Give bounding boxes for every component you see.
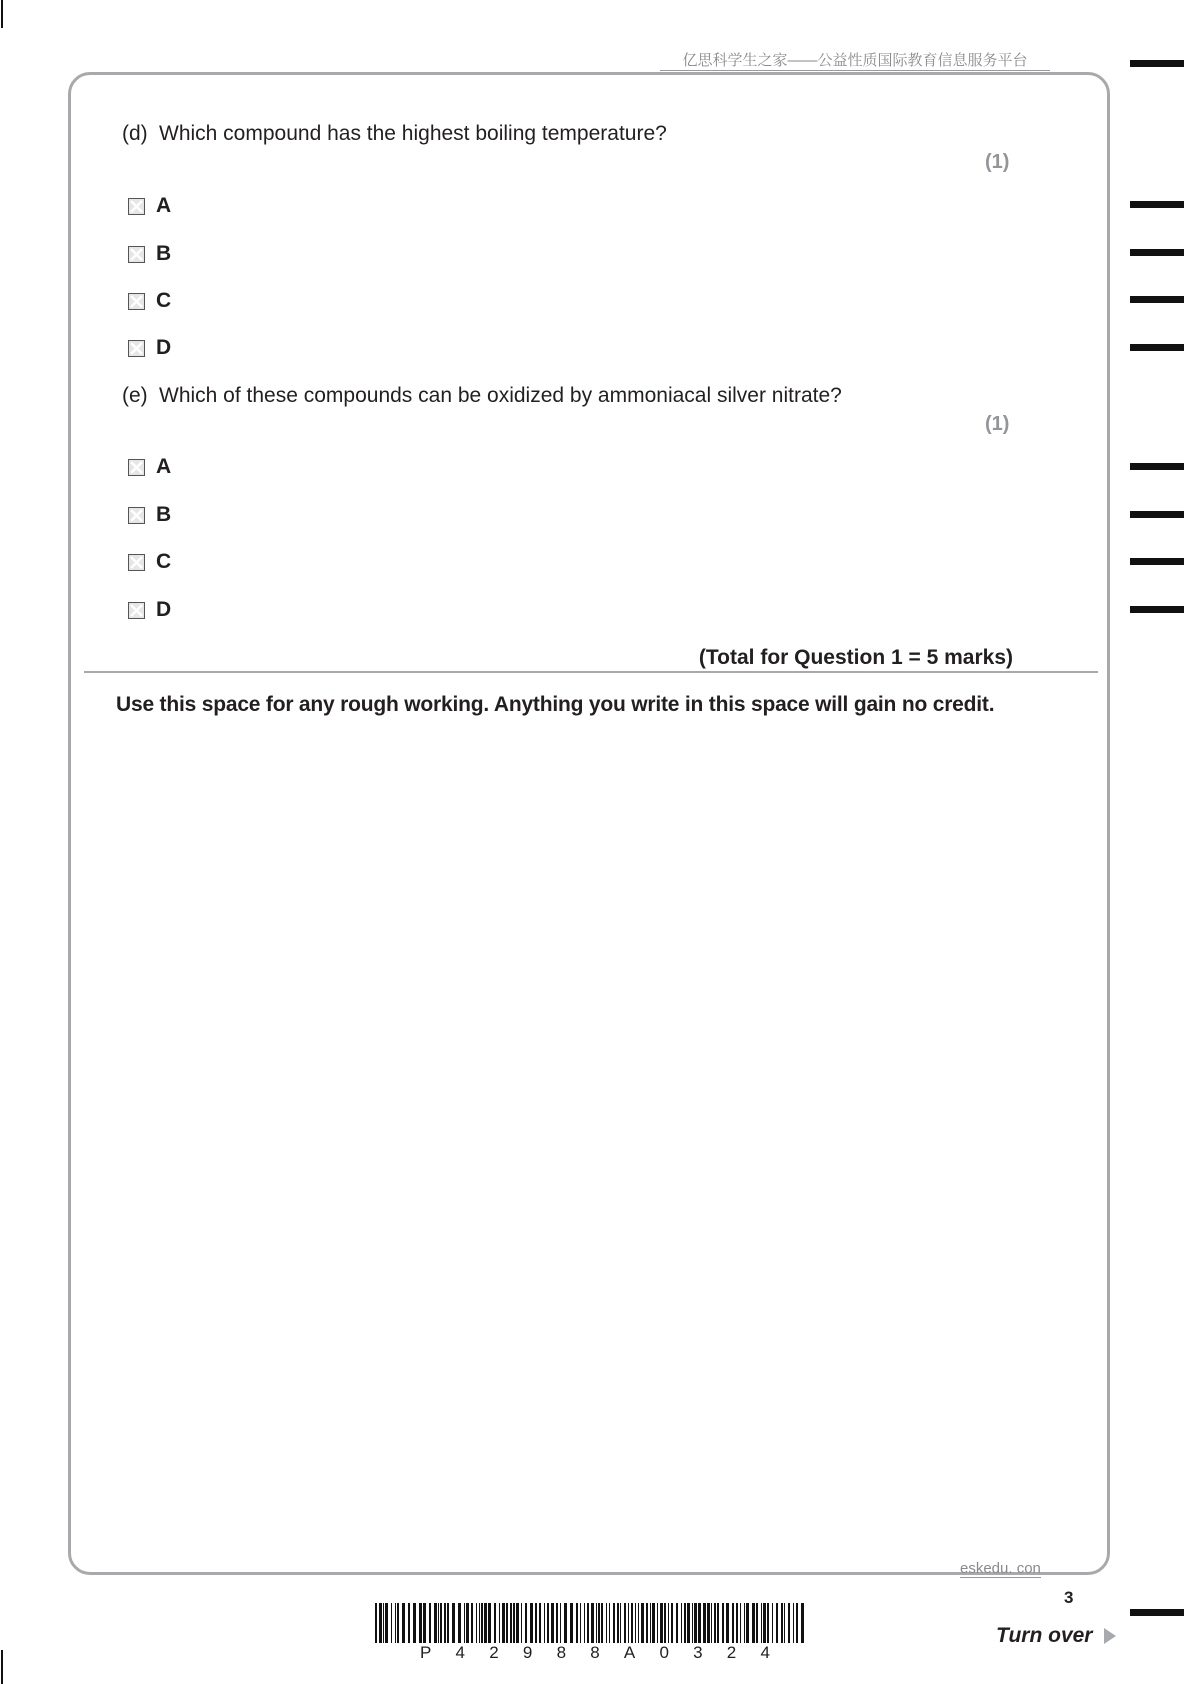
barcode-bar bbox=[596, 1603, 597, 1643]
barcode-bar bbox=[570, 1603, 573, 1643]
option-d-b[interactable] bbox=[128, 243, 171, 265]
barcode-bar bbox=[516, 1603, 519, 1643]
checkbox-icon[interactable] bbox=[128, 293, 145, 310]
barcode-bar bbox=[714, 1603, 716, 1643]
barcode-bar bbox=[793, 1603, 794, 1643]
option-label: B bbox=[156, 503, 172, 526]
margin-tick bbox=[1130, 558, 1184, 565]
barcode-bar bbox=[717, 1603, 719, 1643]
barcode-bar bbox=[671, 1603, 673, 1643]
barcode-bar bbox=[429, 1603, 431, 1643]
barcode-bar bbox=[776, 1603, 778, 1643]
barcode-bar bbox=[397, 1603, 399, 1643]
barcode-digit: A bbox=[623, 1643, 636, 1662]
option-label: B bbox=[156, 242, 172, 265]
barcode-bar bbox=[494, 1603, 496, 1643]
barcode-bar bbox=[551, 1603, 554, 1643]
margin-tick bbox=[1130, 344, 1184, 351]
barcode-bar bbox=[664, 1603, 666, 1643]
barcode-bar bbox=[587, 1603, 589, 1643]
barcode-bar bbox=[434, 1603, 437, 1643]
barcode-bar bbox=[556, 1603, 558, 1643]
barcode-bar bbox=[510, 1603, 512, 1643]
margin-tick bbox=[1130, 1609, 1184, 1616]
barcode-bar bbox=[624, 1603, 626, 1643]
question-d bbox=[122, 122, 667, 146]
barcode-bar bbox=[756, 1603, 758, 1643]
barcode-bar bbox=[513, 1603, 515, 1643]
barcode-bar bbox=[676, 1603, 678, 1643]
barcode-bar bbox=[564, 1603, 567, 1643]
barcode-bar bbox=[584, 1603, 585, 1643]
barcode-digits bbox=[420, 1643, 770, 1663]
barcode-bar bbox=[547, 1603, 549, 1643]
margin-tick bbox=[1130, 201, 1184, 208]
barcode-bar bbox=[767, 1603, 769, 1643]
barcode-digit: 2 bbox=[726, 1643, 737, 1662]
barcode-bar bbox=[438, 1603, 439, 1643]
barcode-digit: 3 bbox=[693, 1643, 703, 1662]
margin-tick bbox=[1130, 511, 1184, 518]
checkbox-icon[interactable] bbox=[128, 554, 145, 571]
barcode-bar bbox=[383, 1603, 384, 1643]
barcode-bar bbox=[681, 1603, 682, 1643]
option-d-d[interactable] bbox=[128, 337, 171, 359]
crop-mark-bottom-left bbox=[1, 1650, 3, 1684]
turn-over bbox=[996, 1624, 1116, 1648]
barcode-bar bbox=[660, 1603, 663, 1643]
crop-mark-top-left bbox=[1, 0, 3, 28]
barcode-bar bbox=[752, 1603, 755, 1643]
divider bbox=[84, 671, 1098, 673]
barcode-bar bbox=[391, 1603, 392, 1643]
barcode-bar bbox=[631, 1603, 633, 1643]
barcode-bar bbox=[385, 1603, 388, 1643]
barcode-bar bbox=[694, 1603, 697, 1643]
barcode-bar bbox=[591, 1603, 594, 1643]
barcode-bar bbox=[788, 1603, 790, 1643]
barcode-digit: P bbox=[420, 1643, 432, 1662]
barcode-bar bbox=[736, 1603, 738, 1643]
question-text: Which of these compounds can be oxidized by ammoniacal silver nitrate? bbox=[159, 384, 842, 407]
barcode-bar bbox=[687, 1603, 690, 1643]
barcode-bar bbox=[613, 1603, 615, 1643]
barcode-bar bbox=[458, 1603, 461, 1643]
page-number: 3 bbox=[1064, 1588, 1074, 1607]
barcode-digit: 9 bbox=[522, 1643, 533, 1662]
barcode-bar bbox=[419, 1603, 422, 1643]
option-label: A bbox=[156, 194, 172, 217]
margin-tick bbox=[1130, 60, 1184, 67]
barcode-bar bbox=[657, 1603, 658, 1643]
barcode-bar bbox=[413, 1603, 416, 1643]
option-d-c[interactable] bbox=[128, 290, 171, 312]
barcode-bar bbox=[628, 1603, 629, 1643]
barcode-bar bbox=[576, 1603, 578, 1643]
barcode-bar bbox=[598, 1603, 600, 1643]
barcode-bar bbox=[726, 1603, 729, 1643]
barcode-bar bbox=[502, 1603, 505, 1643]
barcode-digit: 8 bbox=[590, 1643, 600, 1662]
question-total: (Total for Question 1 = 5 marks) bbox=[698, 646, 1013, 669]
barcode-bar bbox=[408, 1603, 410, 1643]
barcode-bar bbox=[402, 1603, 405, 1643]
barcode-bar bbox=[488, 1603, 491, 1643]
barcode-bar bbox=[668, 1603, 669, 1643]
marks-e: (1) bbox=[985, 413, 1010, 435]
checkbox-icon[interactable] bbox=[128, 459, 145, 476]
barcode-bar bbox=[744, 1603, 745, 1643]
barcode-bar bbox=[580, 1603, 581, 1643]
option-label: D bbox=[156, 598, 172, 621]
barcode-bar bbox=[601, 1603, 603, 1643]
barcode-bar bbox=[781, 1603, 783, 1643]
option-label: C bbox=[156, 289, 172, 312]
barcode-bar bbox=[641, 1603, 644, 1643]
barcode-bar bbox=[801, 1603, 804, 1643]
barcode-bar bbox=[707, 1603, 710, 1643]
barcode-bar bbox=[484, 1603, 487, 1643]
barcode-bar bbox=[447, 1603, 449, 1643]
barcode-bar bbox=[761, 1603, 762, 1643]
barcode-bar bbox=[379, 1603, 382, 1643]
barcode-bar bbox=[635, 1603, 636, 1643]
option-label: C bbox=[156, 550, 172, 573]
barcode-digit: 8 bbox=[556, 1643, 567, 1662]
checkbox-icon[interactable] bbox=[128, 198, 145, 215]
barcode-bar bbox=[535, 1603, 537, 1643]
barcode-bar bbox=[772, 1603, 773, 1643]
barcode-bar bbox=[740, 1603, 741, 1643]
barcode-bar bbox=[620, 1603, 621, 1643]
barcode-bar bbox=[530, 1603, 533, 1643]
barcode-bar bbox=[692, 1603, 693, 1643]
checkbox-icon[interactable] bbox=[128, 340, 145, 357]
barcode-bar bbox=[539, 1603, 541, 1643]
barcode-bar bbox=[784, 1603, 785, 1643]
barcode-bar bbox=[560, 1603, 561, 1643]
margin-tick bbox=[1130, 249, 1184, 256]
question-e bbox=[122, 384, 842, 408]
barcode-bar bbox=[395, 1603, 396, 1643]
barcode-bar bbox=[452, 1603, 455, 1643]
site-watermark: eskedu. con bbox=[960, 1560, 1041, 1577]
margin-tick bbox=[1130, 463, 1184, 470]
barcode-bar bbox=[698, 1603, 701, 1643]
barcode-bar bbox=[521, 1603, 522, 1643]
barcode-bar bbox=[464, 1603, 465, 1643]
checkbox-icon[interactable] bbox=[128, 507, 145, 524]
arrow-right-icon bbox=[1104, 1628, 1116, 1644]
barcode-bar bbox=[499, 1603, 500, 1643]
barcode-bar bbox=[617, 1603, 619, 1643]
checkbox-icon[interactable] bbox=[128, 602, 145, 619]
barcode-bar bbox=[638, 1603, 639, 1643]
barcode-digit: 4 bbox=[760, 1643, 770, 1662]
barcode-bar bbox=[481, 1603, 483, 1643]
option-d-a[interactable] bbox=[128, 195, 171, 217]
barcode-bar bbox=[375, 1603, 377, 1643]
option-e-c[interactable] bbox=[128, 551, 171, 573]
barcode-bar bbox=[711, 1603, 712, 1643]
question-label: (d) bbox=[122, 122, 148, 145]
turn-over-label: Turn over bbox=[996, 1624, 1093, 1647]
question-label: (e) bbox=[122, 384, 148, 407]
barcode bbox=[375, 1603, 807, 1643]
barcode-bar bbox=[796, 1603, 798, 1643]
barcode-bar bbox=[423, 1603, 426, 1643]
option-e-d[interactable] bbox=[128, 599, 171, 621]
barcode-digit: 2 bbox=[489, 1643, 499, 1662]
barcode-bar bbox=[544, 1603, 545, 1643]
header-watermark: 亿思科学生之家——公益性质国际教育信息服务平台 bbox=[660, 52, 1050, 71]
margin-tick bbox=[1130, 606, 1184, 613]
barcode-bar bbox=[609, 1603, 610, 1643]
option-label: D bbox=[156, 336, 172, 359]
barcode-bar bbox=[722, 1603, 724, 1643]
question-text: Which compound has the highest boiling temperature? bbox=[159, 122, 667, 145]
rough-working-note: Use this space for any rough working. Anything you write in this space will gain no credit. bbox=[116, 693, 995, 716]
barcode-bar bbox=[650, 1603, 651, 1643]
barcode-bar bbox=[479, 1603, 480, 1643]
barcode-bar bbox=[525, 1603, 527, 1643]
margin-tick bbox=[1130, 296, 1184, 303]
barcode-bar bbox=[652, 1603, 655, 1643]
barcode-bar bbox=[646, 1603, 648, 1643]
barcode-bar bbox=[732, 1603, 734, 1643]
barcode-bar bbox=[746, 1603, 749, 1643]
barcode-digit: 0 bbox=[659, 1643, 669, 1662]
barcode-bar bbox=[684, 1603, 686, 1643]
barcode-digit: 4 bbox=[455, 1643, 466, 1662]
barcode-bar bbox=[444, 1603, 446, 1643]
barcode-bar bbox=[763, 1603, 766, 1643]
barcode-bar bbox=[703, 1603, 706, 1643]
barcode-bar bbox=[440, 1603, 442, 1643]
barcode-bar bbox=[506, 1603, 508, 1643]
option-label: A bbox=[156, 455, 172, 478]
answer-frame bbox=[68, 72, 1110, 1575]
checkbox-icon[interactable] bbox=[128, 246, 145, 263]
barcode-bar bbox=[606, 1603, 607, 1643]
marks-d: (1) bbox=[985, 151, 1010, 173]
barcode-bar bbox=[466, 1603, 469, 1643]
option-e-b[interactable] bbox=[128, 504, 171, 526]
option-e-a[interactable] bbox=[128, 456, 171, 478]
barcode-bar bbox=[476, 1603, 477, 1643]
barcode-bar bbox=[471, 1603, 473, 1643]
